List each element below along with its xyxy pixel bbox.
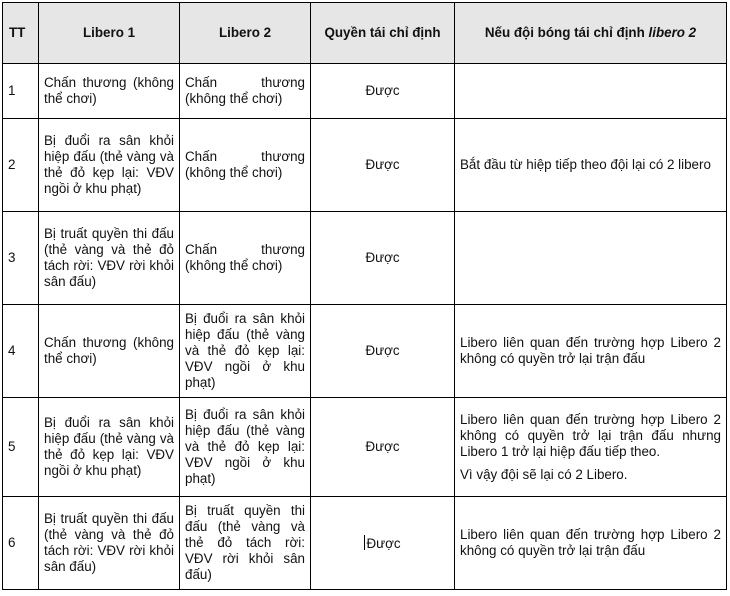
note-paragraph: Libero liên quan đến trường hợp Libero 2 không có quyền trở lại trận đấu	[460, 527, 721, 558]
redesignation-right: Được	[311, 119, 455, 212]
libero-1-status: Bị truất quyền thi đấu (thẻ vàng và thẻ đỏ tách rời: VĐV rời khỏi sân đấu)	[39, 497, 180, 590]
libero-2-status: Bị truất quyền thi đấu (thẻ vàng và thẻ đỏ tách rời: VĐV rời khỏi sân đấu)	[180, 497, 311, 590]
note-paragraph: Vì vậy đội sẽ lại có 2 Libero.	[460, 466, 628, 482]
header-libero-1: Libero 1	[39, 3, 180, 64]
table-row	[3, 119, 727, 212]
redesignation-note	[455, 212, 727, 305]
redesignation-right: Được	[311, 305, 455, 398]
header-tt: TT	[3, 3, 39, 64]
libero-1-status: Bị truất quyền thi đấu (thẻ vàng và thẻ đỏ tách rời: VĐV rời khỏi sân đấu)	[39, 212, 180, 305]
row-number: 4	[3, 305, 39, 398]
redesignation-note	[455, 119, 727, 212]
row-number: 2	[3, 119, 39, 212]
note-paragraph: Libero liên quan đến trường hợp Libero 2 không có quyền trở lại trận đấu nhưng Libero 1 trở lại hiệp đấu tiếp theo.	[460, 411, 721, 459]
libero-2-status: Chấn thương (không thể chơi)	[180, 212, 311, 305]
header-redesignation-right: Quyền tái chỉ định	[311, 3, 455, 64]
libero-1-status: Chấn thương (không thể chơi)	[39, 64, 180, 119]
redesignation-right: Được	[311, 398, 455, 497]
libero-1-status: Bị đuổi ra sân khỏi hiệp đấu (thẻ vàng và thẻ đỏ kẹp lại: VĐV ngồi ở khu phạt)	[39, 398, 180, 497]
libero-1-status: Chấn thương (không thể chơi)	[39, 305, 180, 398]
note-paragraph: Bắt đầu từ hiệp tiếp theo đội lại có 2 libero	[460, 157, 711, 172]
redesignation-right: Được	[311, 64, 455, 119]
header-if-redesignate-italic: libero 2	[648, 25, 697, 40]
libero-2-status: Bị đuổi ra sân khỏi hiệp đấu (thẻ vàng và thẻ đỏ kẹp lại: VĐV ngồi ở khu phạt)	[180, 305, 311, 398]
redesignation-note	[455, 398, 727, 497]
row-number: 3	[3, 212, 39, 305]
table-row	[3, 212, 727, 305]
redesignation-right: Được	[366, 535, 401, 551]
redesignation-note	[455, 497, 727, 590]
note-paragraph: Libero liên quan đến trường hợp Libero 2 không có quyền trở lại trận đấu	[460, 335, 721, 366]
row-number: 1	[3, 64, 39, 119]
table-row	[3, 305, 727, 398]
libero-2-status: Chấn thương (không thể chơi)	[180, 64, 311, 119]
libero-2-status: Chấn thương (không thể chơi)	[180, 119, 311, 212]
redesignation-right: Được	[311, 212, 455, 305]
table-row	[3, 497, 727, 590]
header-if-redesignate-libero-2	[455, 3, 727, 64]
row-number: 5	[3, 398, 39, 497]
row-number: 6	[3, 497, 39, 590]
libero-2-status: Bị đuổi ra sân khỏi hiệp đấu (thẻ vàng và thẻ đỏ kẹp lại: VĐV ngồi ở khu phạt)	[180, 398, 311, 497]
redesignation-right-cell[interactable]	[311, 497, 455, 590]
redesignation-note	[455, 64, 727, 119]
libero-redesignation-table	[2, 2, 727, 590]
header-if-redesignate-text: Nếu đội bóng tái chỉ định	[484, 25, 649, 40]
table-row	[3, 64, 727, 119]
header-libero-2: Libero 2	[180, 3, 311, 64]
table-row	[3, 398, 727, 497]
header-row	[3, 3, 727, 64]
redesignation-note	[455, 305, 727, 398]
libero-1-status: Bị đuổi ra sân khỏi hiệp đấu (thẻ vàng và thẻ đỏ kẹp lại: VĐV ngồi ở khu phạt)	[39, 119, 180, 212]
